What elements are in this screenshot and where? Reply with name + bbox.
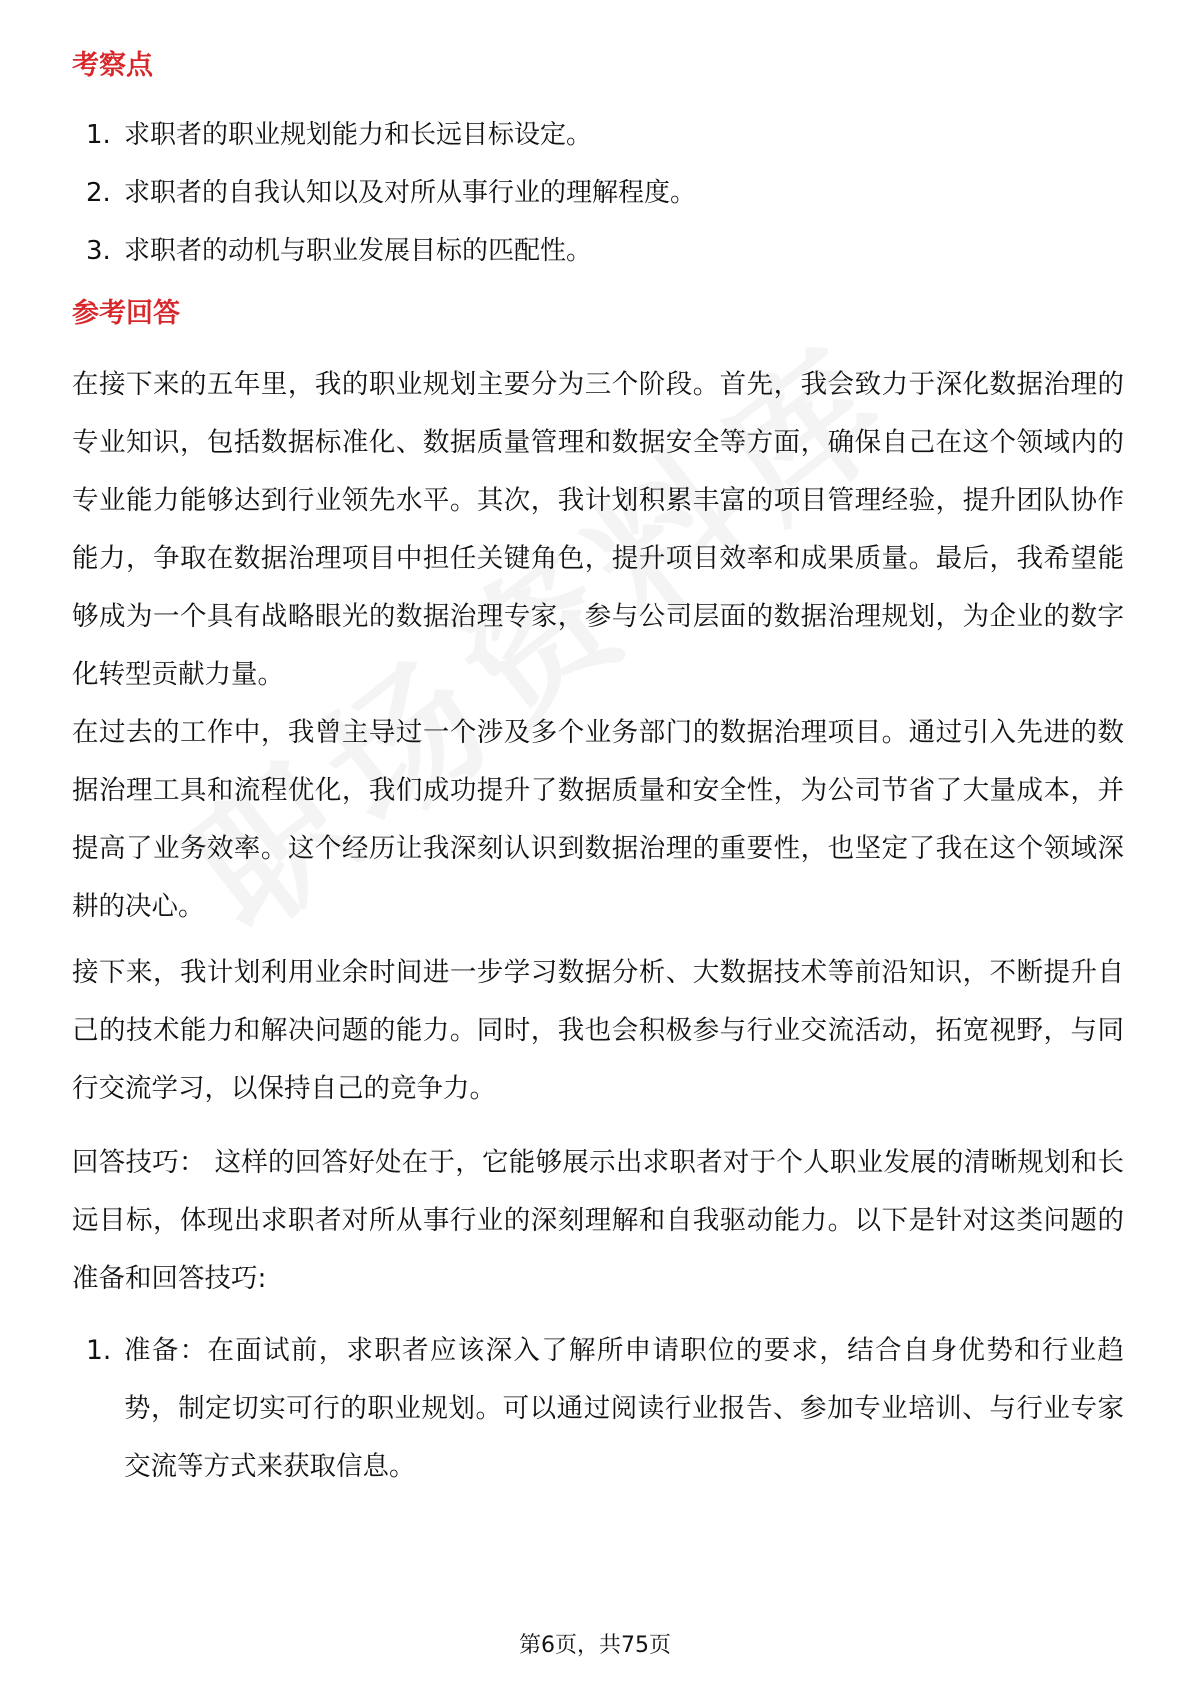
answer-tips-paragraph: 回答技巧： 这样的回答好处在于，它能够展示出求职者对于个人职业发展的清晰规划和长远目标，体现出求职者对所从事行业的深刻理解和自我驱动能力。以下是针对这类问题的准备和回答技巧:	[72, 1147, 1124, 1294]
section-title-exam-points: 考察点	[72, 50, 153, 81]
list-item	[72, 106, 1122, 164]
tips-list	[72, 1322, 1124, 1496]
section-title-reference-answer: 参考回答	[72, 298, 180, 329]
answer-paragraph-2: 在过去的工作中，我曾主导过一个涉及多个业务部门的数据治理项目。通过引入先进的数据治理工具和流程优化，我们成功提升了数据质量和安全性，为公司节省了大量成本，并提高了业务效率。这个经历让我深刻认识到数据治理的重要性，也坚定了我在这个领域深耕的决心。	[72, 717, 1124, 922]
answer-paragraph-3: 接下来，我计划利用业余时间进一步学习数据分析、大数据技术等前沿知识，不断提升自己的技术能力和解决问题的能力。同时，我也会积极参与行业交流活动，拓宽视野，与同行交流学习，以保持自己的竞争力。	[72, 957, 1124, 1104]
page-number: 第6页，共75页	[519, 1633, 671, 1658]
list-item-number: 1.	[86, 120, 111, 150]
list-item-number: 3.	[86, 236, 111, 266]
exam-points-list	[72, 106, 1122, 280]
list-item-text: 准备：在面试前，求职者应该深入了解所申请职位的要求，结合自身优势和行业趋势，制定切实可行的职业规划。可以通过阅读行业报告、参加专业培训、与行业专家交流等方式来获取信息。	[124, 1335, 1124, 1482]
list-item-number: 2.	[86, 178, 111, 208]
list-item-text: 求职者的职业规划能力和长远目标设定。	[124, 120, 593, 150]
list-item	[72, 1322, 1124, 1496]
list-item-text: 求职者的自我认知以及对所从事行业的理解程度。	[124, 178, 697, 208]
list-item-text: 求职者的动机与职业发展目标的匹配性。	[124, 236, 593, 266]
list-item	[72, 222, 1122, 280]
list-item-number: 1.	[86, 1335, 112, 1366]
list-item	[72, 164, 1122, 222]
answer-paragraph-1: 在接下来的五年里，我的职业规划主要分为三个阶段。首先，我会致力于深化数据治理的专业知识，包括数据标准化、数据质量管理和数据安全等方面，确保自己在这个领域内的专业能力能够达到行业领先水平。其次，我计划积累丰富的项目管理经验，提升团队协作能力，争取在数据治理项目中担任关键角色，提升项目效率和成果质量。最后，我希望能够成为一个具有战略眼光的数据治理专家，参与公司层面的数据治理规划，为企业的数字化转型贡献力量。	[72, 369, 1124, 690]
